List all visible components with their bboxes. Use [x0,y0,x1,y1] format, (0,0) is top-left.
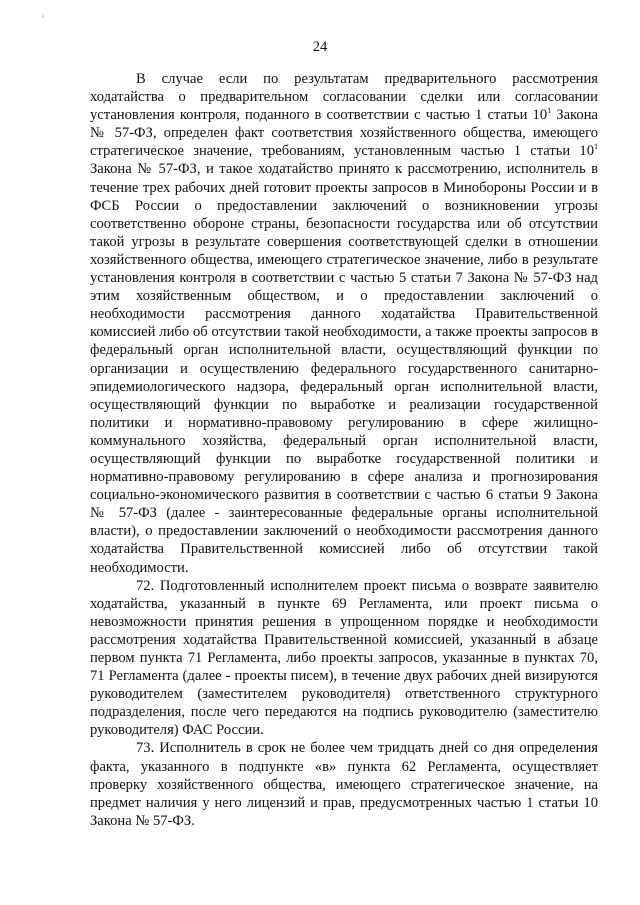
superscript: 1 [547,106,552,116]
document-body [90,70,598,830]
paragraph-text: Закона № 57-ФЗ, определен факт соответствия хозяйственного общества, имеющего стратегическое значение, требованиям, установленным частью 1 статьи 10 [90,107,598,160]
paragraph-consideration-of-petition [90,70,598,577]
paragraph-text: 72. Подготовленный исполнителем проект письма о возврате заявителю ходатайства, указанный в пункте 69 Регламента, или проект письма о невозможности принятия решения в упрощенном порядке и необходимости рассмотрения ходатайства Правительственной комиссией, указанный в абзаце первом пункта 71 Регламента, либо проекты запросов, указанные в пунктах 70, 71 Регламента (далее - проекты писем), в течение двух рабочих дней визируются руководителем (заместителем руководителя) ответственного структурного подразделения, после чего передаются на подпись руководителю (заместителю руководителя) ФАС России. [90,577,598,739]
paragraph-text: Закона № 57-ФЗ, и такое ходатайство принято к рассмотрению, исполнитель в течение трех рабочих дней готовит проекты запросов в Минобороны России и в ФСБ России о предоставлении заключений о возникновении угрозы соответственно обороне страны, безопасности государства или об отсутствии такой угрозы в результате совершения соответствующей сделки в отношении хозяйственного общества, имеющего стратегическое значение, либо в результате установления контроля в соответствии с частью 5 статьи 7 Закона № 57-ФЗ над этим хозяйственным обществом, и о предоставлении заключений о необходимости рассмотрения данного ходатайства Правительственной комиссией либо об отсутствии такой необходимости, а также проекты запросов в федеральный орган исполнительной власти, осуществляющий функции по организации и осуществлению федерального государственного санитарно-эпидемиологического надзора, федеральный орган исполнительной власти, осуществляющий функции по выработке и реализации государственной политики и нормативно-правовому регулированию в сфере жилищно-коммунального хозяйства, федеральный орган исполнительной власти, осуществляющий функции по выработке государственной политики и нормативно-правовому регулированию в сфере анализа и прогнозирования социально-экономического развития в соответствии с частью 6 статьи 9 Закона № 57-ФЗ (далее - заинтересованные федеральные органы исполнительной власти), о предоставлении заключений о необходимости рассмотрения данного ходатайства Правительственной комиссией либо об отсутствии такой необходимости. [90,161,598,576]
paragraph-text: 73. Исполнитель в срок не более чем тридцать дней со дня определения факта, указанного в подпункте «в» пункта 62 Регламента, осуществляет проверку хозяйственного общества, имеющего стратегическое значение, на предмет наличия у него лицензий и прав, предусмотренных частью 1 статьи 10 Закона № 57-ФЗ. [90,740,598,829]
paragraph-text: В случае если по результатам предварительного рассмотрения ходатайства о предварительном согласовании сделки или согласовании установления контроля, поданного в соответствии с частью 1 статьи 10 [90,71,598,124]
page-number: 24 [312,39,328,55]
paragraph-72 [90,577,598,740]
scan-corner-mark: ˣ [42,15,44,21]
paragraph-73 [90,739,598,829]
superscript: 1 [594,142,598,152]
